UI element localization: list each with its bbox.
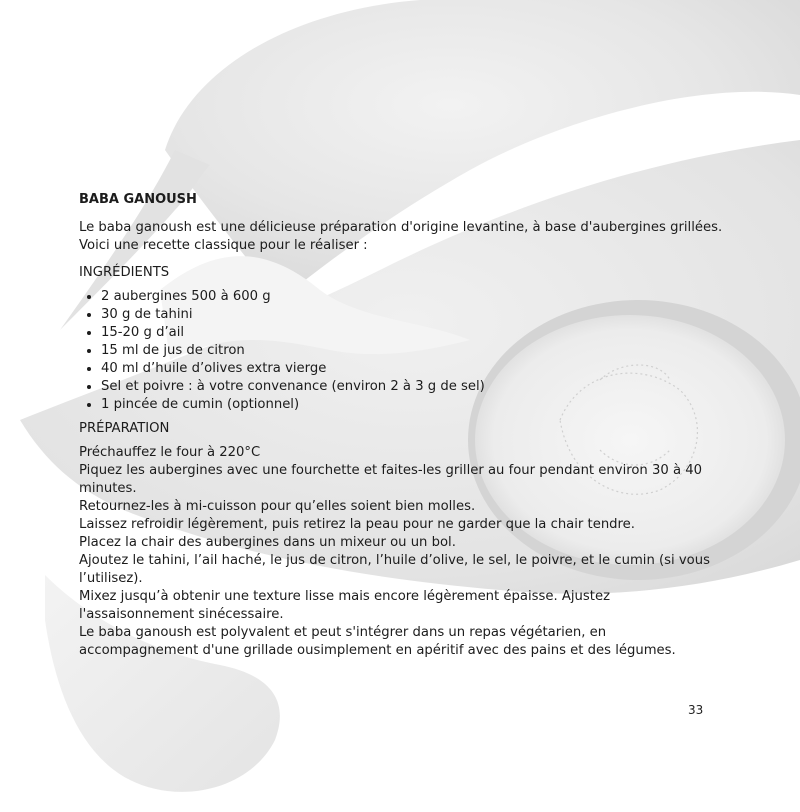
preparation-step: Laissez refroidir légèrement, puis retirez la peau pour ne garder que la chair tendre. xyxy=(79,517,635,532)
preparation-step: Placez la chair des aubergines dans un mixeur ou un bol. xyxy=(79,535,456,550)
ingredient-item: • 40 ml d’huile d’olives extra vierge xyxy=(101,360,729,378)
ingredient-item: • 2 aubergines 500 à 600 g xyxy=(101,288,729,306)
recipe-title: BABA GANOUSH xyxy=(79,192,197,207)
ingredient-item: • 15-20 g d’ail xyxy=(101,324,729,342)
ingredient-item: • 15 ml de jus de citron xyxy=(101,342,729,360)
ingredient-item: • 30 g de tahini xyxy=(101,306,729,324)
recipe-intro: Le baba ganoush est une délicieuse préparation d'origine levantine, à base d'aubergines grillées. Voici une recette classique pour le réaliser : xyxy=(79,220,723,253)
preparation-step: Mixez jusqu’à obtenir une texture lisse mais encore légèrement épaisse. Ajustez l'assaisonnement sinécessaire. xyxy=(79,589,610,622)
page-number: 33 xyxy=(688,703,704,717)
preparation-steps xyxy=(79,444,729,660)
preparation-step: Ajoutez le tahini, l’ail haché, le jus de citron, l’huile d’olive, le sel, le poivre, et le cumin (si vous l’utilisez). xyxy=(79,553,710,586)
preparation-step: Retournez-les à mi-cuisson pour qu’elles soient bien molles. xyxy=(79,499,476,514)
ingredient-item: • 1 pincée de cumin (optionnel) xyxy=(101,396,729,414)
ingredients-list xyxy=(79,288,729,414)
ingredients-heading: INGRÉDIENTS xyxy=(79,265,170,280)
preparation-step: Piquez les aubergines avec une fourchette et faites-les griller au four pendant environ 30 à 40 minutes. xyxy=(79,463,703,496)
preparation-heading: PRÉPARATION xyxy=(79,421,170,436)
preparation-step: Le baba ganoush est polyvalent et peut s'intégrer dans un repas végétarien, en accompagnement d'une grillade ousimplement en apéritif avec des pains et des légumes. xyxy=(79,625,676,658)
ingredient-item: • Sel et poivre : à votre convenance (environ 2 à 3 g de sel) xyxy=(101,378,729,396)
recipe-content xyxy=(79,191,729,660)
preparation-step: Préchauffez le four à 220°C xyxy=(79,445,261,460)
